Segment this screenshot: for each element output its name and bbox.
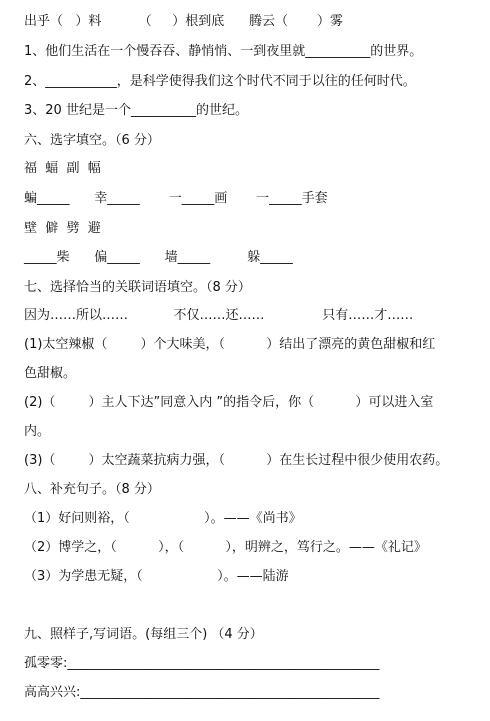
question-2: 2、___________，是科学使得我们这个时代不同于以往的任何时代。 (24, 74, 416, 89)
conjunction-q2-cont: 内。 (24, 424, 51, 439)
section-7-heading: 七、选择恰当的关联词语填空。（8 分） (24, 280, 251, 295)
conjunction-q1-cont: 色甜椒。 (24, 366, 77, 381)
char-options-2: 壁 僻 劈 避 (24, 221, 101, 236)
sentence-q3: （3）为学患无疑，（ ）。——陆游 (24, 569, 289, 584)
question-1: 1、他们生活在一个慢吞吞、静悄悄、一到夜里就__________的世界。 (24, 44, 423, 59)
idiom-fill-line: 出乎（ ）料 （ ）根到底 腾云（ ）雾 (24, 14, 343, 29)
conjunction-q3: (3)（ ）太空蔬菜抗病力强，（ ）在生长过程中很少使用农药。 (24, 453, 449, 468)
char-blanks-2: _____柴 偏_____ 墙_____ 躲_____ (24, 250, 293, 265)
section-9-heading: 九、照样子,写词语。(每组三个) （4 分） (24, 627, 263, 642)
char-options-1: 福 蝠 副 幅 (24, 161, 101, 176)
word-example-1: 孤零零:________________________________________________ (24, 656, 380, 671)
word-example-2: 高高兴兴:______________________________________________ (24, 685, 380, 700)
section-6-heading: 六、选字填空。（6 分） (24, 133, 160, 148)
char-blanks-1: 蝙_____ 幸_____ 一_____画 一_____手套 (24, 191, 328, 206)
question-3: 3、20 世纪是一个__________的世纪。 (24, 103, 248, 118)
section-8-heading: 八、补充句子。（8 分） (24, 482, 160, 497)
sentence-q1: （1）好问则裕，（ ）。——《尚书》 (24, 511, 302, 526)
sentence-q2: （2）博学之，（ ），（ ），明辨之，笃行之。——《礼记》 (24, 540, 427, 555)
conjunction-q2: (2)（ ）主人下达”同意入内 ”的指令后，你（ ）可以进入室 (24, 395, 434, 410)
conjunction-options: 因为……所以…… 不仅……还…… 只有……才…… (24, 308, 414, 323)
conjunction-q1: (1)太空辣椒（ ）个大味美，（ ）结出了漂亮的黄色甜椒和红 (24, 337, 436, 352)
